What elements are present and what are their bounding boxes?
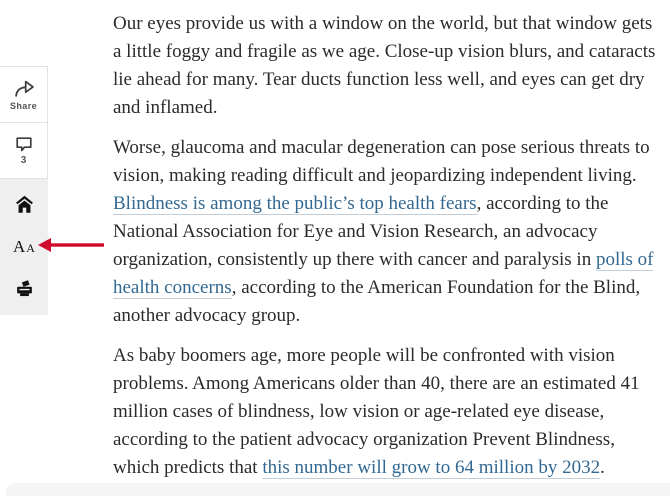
home-button[interactable]: [14, 194, 35, 214]
print-icon: [14, 278, 35, 298]
article-text: Our eyes provide us with a window on the world, but that window gets a little foggy and fragile as we age. Close-up vision blurs, and cataracts lie ahead for many. Tear ducts function less well, and eyes can get dry and inflamed.: [113, 13, 656, 118]
article-paragraph: [113, 342, 660, 482]
article-text: As baby boomers age, more people will be confronted with vision problems. Among Americans older than 40, there are an estimated 41 million cases of blindness, low vision or age-related eye disease, according to the patient advocacy organization Prevent Blindness, which predicts that: [113, 345, 640, 478]
comments-button[interactable]: [0, 122, 47, 178]
article-paragraph: [113, 10, 660, 122]
article-text: , according to the American Foundation for the Blind, another advocacy group.: [113, 277, 641, 326]
comment-count: 3: [20, 155, 27, 166]
article-text: .: [600, 457, 605, 478]
article-text: Worse, glaucoma and macular degeneration can pose serious threats to vision, making reading difficult and jeopardizing independent living.: [113, 137, 650, 186]
article-body: [113, 0, 660, 494]
article-tool-rail: [0, 66, 48, 315]
next-section-card: [6, 483, 670, 496]
font-size-icon: A A: [13, 236, 35, 256]
share-comment-cards: [0, 66, 48, 179]
article-link[interactable]: this number will grow to 64 million by 2032: [262, 457, 601, 478]
print-button[interactable]: [14, 278, 35, 298]
article-link[interactable]: polls of health concerns: [113, 249, 654, 298]
article-paragraph: [113, 134, 660, 330]
share-label: Share: [9, 100, 37, 111]
font-size-button[interactable]: [13, 238, 35, 255]
article-link[interactable]: Blindness is among the public’s top health fears: [113, 193, 477, 214]
share-button[interactable]: [0, 67, 47, 122]
comment-icon: [13, 135, 35, 153]
share-icon: [12, 79, 36, 98]
article-text: , according to the National Association for Eye and Vision Research, an advocacy organization, consistently up there with cancer and paralysis in: [113, 193, 609, 270]
annotation-arrow-icon: [38, 237, 104, 258]
home-icon: [14, 194, 35, 214]
